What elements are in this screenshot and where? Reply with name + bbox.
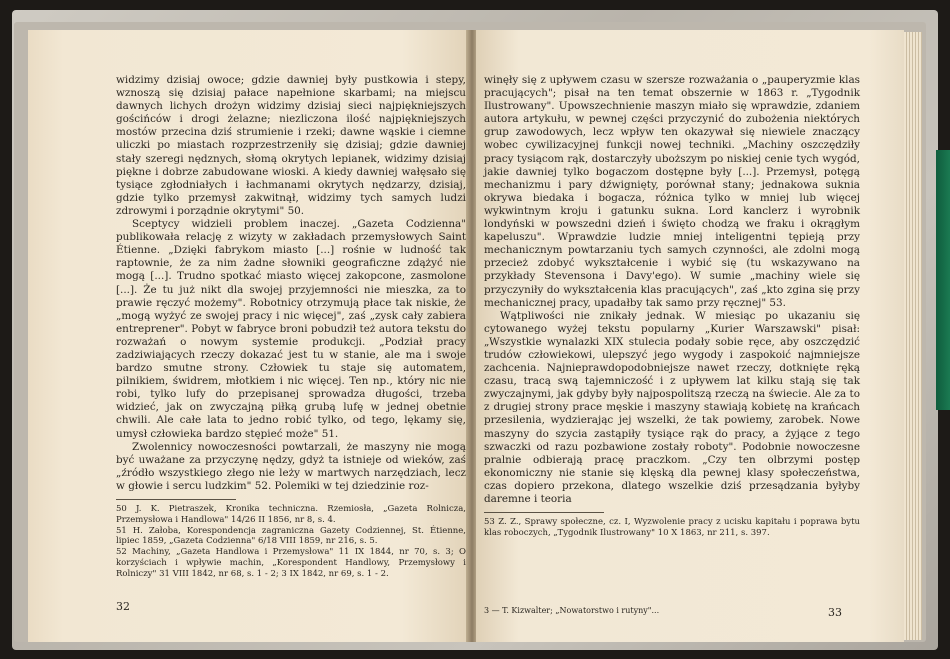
page-edges (904, 32, 922, 640)
footnote: 51 H. Załoba, Korespondencja zagraniczna Gazety Codziennej, St. Étienne, lipiec 1859, „Gazeta Codzienna" 6/18 VIII 1859, nr 216, s. 5. (116, 525, 466, 547)
paragraph: winęły się z upływem czasu w szersze rozważania o „pauperyzmie klas pracujących"; pisał na ten temat obszernie w 1863 r. „Tygodnik Ilustrowany". Upowszechnienie maszyn miało się wprawdzie, zdaniem autora artykułu, w pewnej części przyczynić do zubożenia niektórych grup zawodowych, lecz wpływ ten okazywał się niewiele znaczący wobec cywilizacyjnej funkcji nowej techniki. „Machiny oszczędziły pracy tysiącom rąk, dostarczyły uboższym po niskiej cenie tych wygód, jakie dawniej tylko bogaczom dostępne były [...]. Przemysł, potęgą mechanizmu i pary dźwignięty, porównał stany; jednakowa suknia okrywa biedaka i bogacza, różnica tylko w mniej lub więcej wykwintnym kroju i gatunku sukna. Lord kanclerz i wyrobnik londyński w powszedni dzień i święto chodzą we fraku i okrągłym kapeluszu". Wprawdzie ludzie mniej inteligentni tępieją przy mechanicznym powtarzaniu tych samych czynności, ale zdolni mogą przecież zdobyć wykształcenie i wybić się (tu wskazywano na przykłady Stevensona i Davy'ego). W sumie „machiny wiele się przyczyniły do wykształcenia klas pracujących", zaś „kto zgina się przy mechanicznej pracy, upadałby tak samo przy ręcznej" 53. (484, 74, 860, 309)
footnote: 52 Machiny, „Gazeta Handlowa i Przemysłowa" 11 IX 1844, nr 70, s. 3; O korzyściach i wpływie machin, „Korespondent Handlowy, Przemysłowy i Rolniczy" 31 VIII 1842, nr 68, s. 1 - 2; 3 IX 1842, nr 69, s. 1 - 2. (116, 547, 466, 579)
paragraph: Zwolennicy nowoczesności powtarzali, że maszyny nie mogą być uważane za przyczynę nędzy, gdyż ta istnieje od wieków, zaś „źródło wszystkiego złego nie leży w martwych narzędziach, lecz w głowie i sercu ludzkim" 52. Polemiki w tej dziedzinie roz- (116, 440, 466, 492)
footnote: 50 J. K. Pietraszek, Kronika techniczna. Rzemiosła, „Gazeta Rolnicza, Przemysłowa i Handlowa" 14/26 II 1856, nr 8, s. 4. (116, 504, 466, 525)
paragraph: widzimy dzisiaj owoce; gdzie dawniej były pustkowia i stepy, wznoszą się dzisiaj pałace napełnione skarbami; na miejscu dawnych lichych drożyn widzimy dzisiaj sieci najpiękniejszych gościńców i drogi żelazne; niezliczona ilość najpiękniejszych mostów przecina dziś strumienie i rzeki; dawne wąskie i ciemne uliczki po miastach rozprzestrzeniły się dzisiaj; gdzie dawniej stały szeregi nędznych, słomą okrytych lepianek, widzimy dzisiaj piękne i dobrze zabudowane wioski. A kiedy dawniej wałęsało się tysiące zgłodniałych i łachmanami okrytych nędzarzy, dzisiaj, gdzie tylko przemysł zakwitnął, widzimy tych samych ludzi zdrowymi i porządnie okrytymi" 50. (116, 74, 466, 217)
footnote-rule (484, 512, 604, 513)
paragraph: Wątpliwości nie znikały jednak. W miesiąc po ukazaniu się cytowanego wyżej tekstu popularny „Kurier Warszawski" pisał: „Wszystkie wynalazki XIX stulecia podały sobie ręce, aby oszczędzić trudów człowiekowi, ulepszyć jego wygody i zaspokoić najmniejsze zachcenia. Najnieprawdopodobniejsze nawet rzeczy, dotknięte ręką czasu, tracą swą tajemniczość i z upływem lat kilku stają się tak zwyczajnymi, jak gdyby były najpospolitszą rzeczą na świecie. Ale za to z drugiej strony prace męskie i maszyny stawiają kobietę na krańcach przesilenia, wydzierając jej wszelki, że tak powiemy, zarobek. Nowe maszyny do szycia zastąpiły tysiące rąk do pracy, a żyjące z tego szwaczki od razu pozbawione zostały roboty". Podobnie nowoczesne pralnie odbierają pracę praczkom. „Czy ten olbrzymi postęp ekonomiczny nie stanie się klęską dla pewnej klasy społeczeństwa, czas dopiero przekona, dlatego wszelkie dziś przesądzania byłyby daremne i teoria (484, 309, 860, 505)
page-number: 32 (116, 600, 130, 613)
footnote: 53 Z. Z., Sprawy społeczne, cz. I, Wyzwolenie pracy z ucisku kapitału i poprawa bytu klas roboczych, „Tygodnik Ilustrowany" 10 X 1863, nr 211, s. 397. (484, 517, 860, 538)
right-text-column (484, 74, 860, 539)
paragraph: Sceptycy widzieli problem inaczej. „Gazeta Codzienna" publikowała relację z wizyty w zakładach przemysłowych Saint Étienne. „Dzięki fabrykom miasto [...] rośnie w ludność tak raptownie, że za nim żadne słowniki geograficzne zdążyć nie mogą [...]. Trudno spotkać miasto więcej zakopcone, zasmolone [...]. Że tu już nikt dla swojej przyjemności nie mieszka, za to prawie ręczyć możemy". Robotnicy otrzymują płace tak niskie, że „mogą wyżyć ze swojej pracy i nic więcej", zaś „zysk cały zabiera entreprener". Pobyt w fabryce broni pobudził też autora tekstu do rozważań o nowym systemie produkcji. „Podział pracy zadziwiających rzeczy dokazać jest tu w stanie, ale ma i swoje bardzo smutne strony. Człowiek tu staje się automatem, pilnikiem, świdrem, młotkiem i nic więcej. Ten np., który nic nie robi, tylko lufy do przepisanej sprowadza długości, trzeba widzieć, jak on zwyczajną piłką grubą lufę w jednej obetnie chwili. Ale całe lata to jedno robić tylko, od tego, lękamy się, umysł człowieka bardzo stępieć może" 51. (116, 218, 466, 440)
page-number: 33 (828, 606, 842, 619)
running-footer: 3 — T. Kizwalter; „Nowatorstwo i rutyny"... (484, 606, 660, 615)
green-edge (936, 150, 950, 410)
left-text-column (116, 74, 466, 580)
left-page (28, 30, 468, 642)
footnote-rule (116, 499, 236, 500)
right-page (476, 30, 904, 642)
